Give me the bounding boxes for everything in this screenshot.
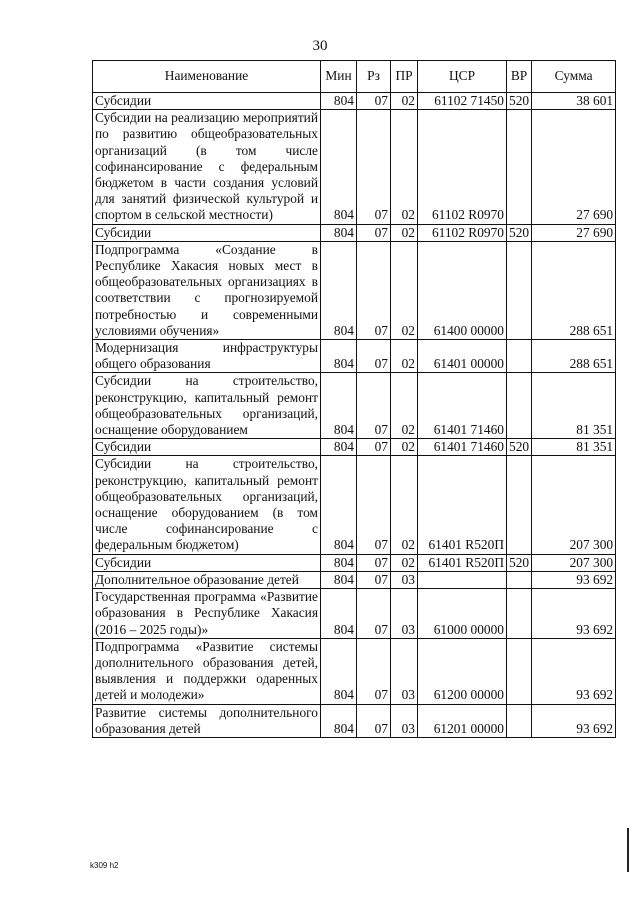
- sum-cell: 207 300: [532, 456, 616, 554]
- pr-cell: 02: [391, 439, 418, 456]
- header-name: Наименование: [93, 61, 321, 93]
- min-cell: 804: [321, 456, 357, 554]
- name-cell: Модернизация инфраструктуры общего образования: [93, 340, 321, 373]
- rz-cell: 07: [357, 241, 391, 339]
- rz-cell: 07: [357, 340, 391, 373]
- csr-cell: 61102 R0970: [418, 110, 507, 224]
- sum-cell: 93 692: [532, 704, 616, 737]
- name-cell: Субсидии на строительство, реконструкцию, капитальный ремонт общеобразовательных организаций, оснащение оборудованием (в том числе софинансирование с федеральным бюджетом): [93, 456, 321, 554]
- vr-cell: [507, 373, 532, 439]
- sum-cell: 27 690: [532, 110, 616, 224]
- sum-cell: 81 351: [532, 373, 616, 439]
- table-row: [93, 93, 616, 110]
- rz-cell: 07: [357, 373, 391, 439]
- table-header: [93, 61, 616, 93]
- header-min: Мин: [321, 61, 357, 93]
- sum-cell: 93 692: [532, 571, 616, 588]
- vr-cell: 520: [507, 224, 532, 241]
- rz-cell: 07: [357, 93, 391, 110]
- sum-cell: 93 692: [532, 589, 616, 639]
- pr-cell: 03: [391, 571, 418, 588]
- min-cell: 804: [321, 571, 357, 588]
- margin-line: [627, 828, 629, 872]
- pr-cell: 02: [391, 373, 418, 439]
- min-cell: 804: [321, 93, 357, 110]
- vr-cell: [507, 638, 532, 704]
- min-cell: 804: [321, 439, 357, 456]
- vr-cell: [507, 340, 532, 373]
- footer-code: k309 h2: [90, 861, 119, 870]
- table-row: [93, 554, 616, 571]
- rz-cell: 07: [357, 110, 391, 224]
- rz-cell: 07: [357, 704, 391, 737]
- table-body: [93, 93, 616, 738]
- pr-cell: 03: [391, 638, 418, 704]
- pr-cell: 02: [391, 241, 418, 339]
- rz-cell: 07: [357, 224, 391, 241]
- name-cell: Субсидии: [93, 554, 321, 571]
- name-cell: Развитие системы дополнительного образования детей: [93, 704, 321, 737]
- header-row: [93, 61, 616, 93]
- pr-cell: 03: [391, 589, 418, 639]
- rz-cell: 07: [357, 571, 391, 588]
- table-row: [93, 340, 616, 373]
- csr-cell: 61200 00000: [418, 638, 507, 704]
- page-number: 30: [312, 38, 328, 54]
- min-cell: 804: [321, 241, 357, 339]
- csr-cell: [418, 571, 507, 588]
- csr-cell: 61000 00000: [418, 589, 507, 639]
- csr-cell: 61401 00000: [418, 340, 507, 373]
- pr-cell: 02: [391, 554, 418, 571]
- budget-table: [92, 60, 616, 738]
- min-cell: 804: [321, 638, 357, 704]
- sum-cell: 27 690: [532, 224, 616, 241]
- name-cell: Субсидии на реализацию мероприятий по развитию общеобразовательных организаций (в том числе софинансирование с федеральным бюджетом в части создания условий для занятий физической культурой и спортом в сельской местности): [93, 110, 321, 224]
- min-cell: 804: [321, 340, 357, 373]
- table-row: [93, 110, 616, 224]
- table-row: [93, 589, 616, 639]
- pr-cell: 02: [391, 110, 418, 224]
- vr-cell: [507, 110, 532, 224]
- table-row: [93, 704, 616, 737]
- min-cell: 804: [321, 704, 357, 737]
- name-cell: Подпрограмма «Создание в Республике Хакасия новых мест в общеобразовательных организациях в соответствии с прогнозируемой потребностью и современными условиями обучения»: [93, 241, 321, 339]
- table-row: [93, 439, 616, 456]
- name-cell: Субсидии: [93, 224, 321, 241]
- table-row: [93, 373, 616, 439]
- vr-cell: [507, 589, 532, 639]
- sum-cell: 81 351: [532, 439, 616, 456]
- table-row: [93, 241, 616, 339]
- vr-cell: 520: [507, 439, 532, 456]
- pr-cell: 02: [391, 224, 418, 241]
- pr-cell: 02: [391, 340, 418, 373]
- rz-cell: 07: [357, 554, 391, 571]
- header-sum: Сумма: [532, 61, 616, 93]
- pr-cell: 02: [391, 93, 418, 110]
- pr-cell: 03: [391, 704, 418, 737]
- min-cell: 804: [321, 554, 357, 571]
- csr-cell: 61102 R0970: [418, 224, 507, 241]
- sum-cell: 288 651: [532, 241, 616, 339]
- header-rz: Рз: [357, 61, 391, 93]
- sum-cell: 288 651: [532, 340, 616, 373]
- csr-cell: 61401 R520П: [418, 456, 507, 554]
- vr-cell: [507, 571, 532, 588]
- vr-cell: [507, 241, 532, 339]
- rz-cell: 07: [357, 589, 391, 639]
- name-cell: Субсидии: [93, 93, 321, 110]
- table-row: [93, 638, 616, 704]
- header-vr: ВР: [507, 61, 532, 93]
- rz-cell: 07: [357, 638, 391, 704]
- vr-cell: [507, 704, 532, 737]
- name-cell: Субсидии на строительство, реконструкцию, капитальный ремонт общеобразовательных организаций, оснащение оборудованием: [93, 373, 321, 439]
- rz-cell: 07: [357, 456, 391, 554]
- name-cell: Государственная программа «Развитие образования в Республике Хакасия (2016 – 2025 годы)»: [93, 589, 321, 639]
- min-cell: 804: [321, 373, 357, 439]
- csr-cell: 61102 71450: [418, 93, 507, 110]
- table-row: [93, 456, 616, 554]
- rz-cell: 07: [357, 439, 391, 456]
- min-cell: 804: [321, 110, 357, 224]
- sum-cell: 38 601: [532, 93, 616, 110]
- csr-cell: 61401 71460: [418, 439, 507, 456]
- table-row: [93, 224, 616, 241]
- sum-cell: 93 692: [532, 638, 616, 704]
- sum-cell: 207 300: [532, 554, 616, 571]
- min-cell: 804: [321, 589, 357, 639]
- budget-table-container: [92, 60, 616, 738]
- csr-cell: 61401 71460: [418, 373, 507, 439]
- vr-cell: [507, 456, 532, 554]
- csr-cell: 61400 00000: [418, 241, 507, 339]
- min-cell: 804: [321, 224, 357, 241]
- csr-cell: 61201 00000: [418, 704, 507, 737]
- vr-cell: 520: [507, 554, 532, 571]
- csr-cell: 61401 R520П: [418, 554, 507, 571]
- header-pr: ПР: [391, 61, 418, 93]
- vr-cell: 520: [507, 93, 532, 110]
- pr-cell: 02: [391, 456, 418, 554]
- name-cell: Субсидии: [93, 439, 321, 456]
- name-cell: Подпрограмма «Развитие системы дополнительного образования детей, выявления и поддержки одаренных детей и молодежи»: [93, 638, 321, 704]
- header-csr: ЦСР: [418, 61, 507, 93]
- table-row: [93, 571, 616, 588]
- name-cell: Дополнительное образование детей: [93, 571, 321, 588]
